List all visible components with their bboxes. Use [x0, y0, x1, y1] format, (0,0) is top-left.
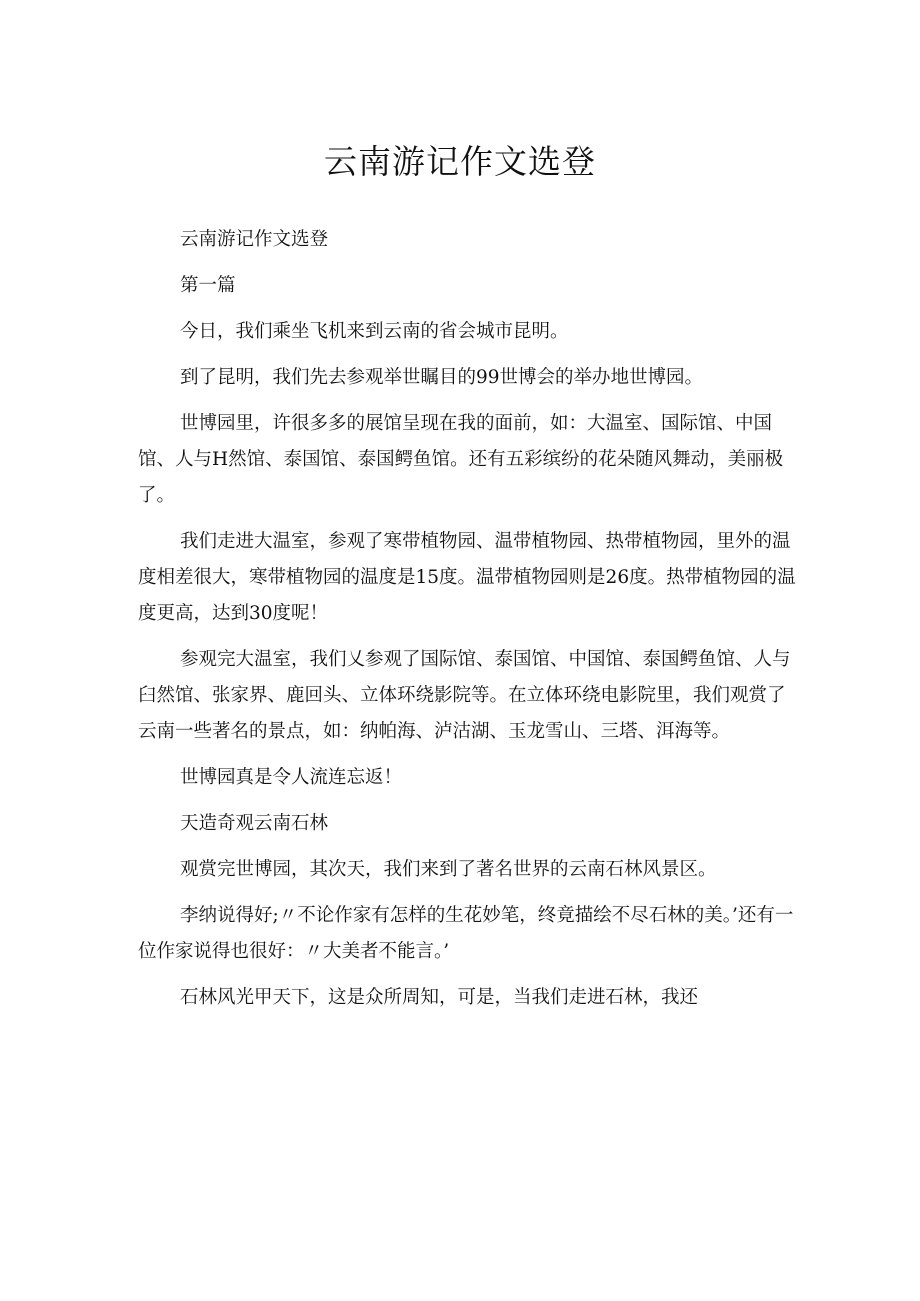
paragraph: 世博园真是令人流连忘返！	[180, 767, 403, 788]
paragraph: 第一篇	[180, 275, 236, 296]
paragraph: 参观完大温室，我们乂参观了国际馆、泰国馆、中国馆、泰国鳄鱼馆、人与臼然馆、张家界、鹿回头、立体环绕影院等。在立体环绕电影院里，我们观赏了云南一些著名的景点，如：纳帕海、泸沽湖、玉龙雪山、三塔、洱海等。	[138, 649, 791, 742]
paragraph: 到了昆明，我们先去参观举世瞩目的99世博会的举办地世博园。	[180, 367, 704, 388]
paragraph: 李纳说得好;〃不论作家有怎样的生花妙笔，终竟描绘不尽石林的美。’还有一位作家说得也很好：〃大美者不能言。’	[138, 905, 794, 962]
document-body	[138, 222, 798, 1026]
document-title: 云南游记作文选登	[324, 142, 596, 181]
paragraph: 世博园里，许很多多的展馆呈现在我的面前，如：大温室、国际馆、中国馆、人与H然馆、泰国馆、泰国鳄鱼馆。还有五彩缤纷的花朵随风舞动，美丽极了。	[138, 413, 784, 506]
paragraph: 今日，我们乘坐飞机来到云南的省会城市昆明。	[180, 321, 569, 342]
paragraph: 云南游记作文选登	[180, 229, 329, 250]
paragraph: 我们走进大温室，参观了寒带植物园、温带植物园、热带植物园，里外的温度相差很大，寒带植物园的温度是15度。温带植物园则是26度。热带植物园的温度更高，达到30度呢！	[138, 531, 796, 624]
paragraph: 石林风光甲天下，这是众所周知，可是，当我们走进石林，我还	[180, 987, 699, 1008]
paragraph: 观赏完世博园，其次天，我们来到了著名世界的云南石林风景区。	[180, 859, 717, 880]
section-heading: 天造奇观云南石林	[180, 813, 329, 834]
